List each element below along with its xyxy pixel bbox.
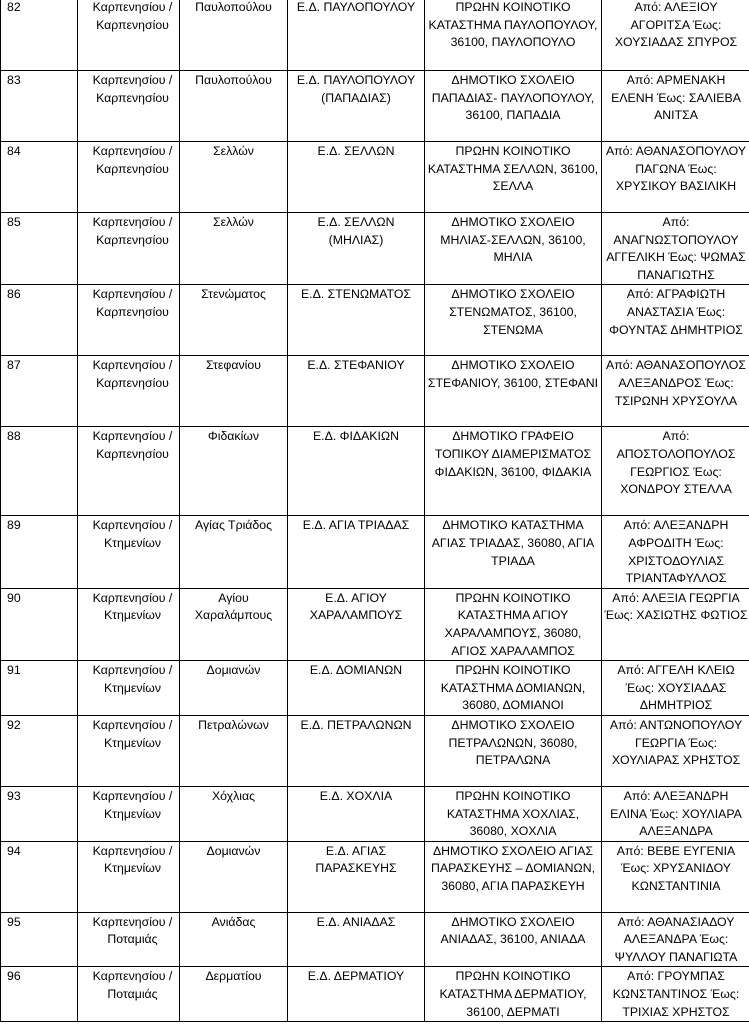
community-cell: Σελλών bbox=[180, 213, 288, 285]
voter-range-cell: Από: ΑΝΑΓΝΩΣΤΟΠΟΥΛΟΥ ΑΓΓΕΛΙΚΗ Έως: ΨΩΜΑΣ ΠΑΝΑΓΙΩΤΗΣ bbox=[602, 213, 749, 285]
voter-range-cell: Από: ΑΘΑΝΑΣΟΠΟΥΛΟΣ ΑΛΕΞΑΝΔΡΟΣ Έως: ΤΣΙΡΩΝΗ ΧΡΥΣΟΥΛΑ bbox=[602, 356, 749, 427]
voter-range-cell: Από: ΒΕΒΕ ΕΥΓΕΝΙΑ Έως: ΧΡΥΣΑΝΙΔΟΥ ΚΩΝΣΤΑΝΤΙΝΙΑ bbox=[602, 841, 749, 912]
district-cell: Καρπενησίου / Κτημενίων bbox=[78, 588, 180, 660]
location-cell: ΔΗΜΟΤΙΚΟ ΣΧΟΛΕΙΟ ΠΕΤΡΑΛΩΝΩΝ, 36080, ΠΕΤΡΑΛΩΝΑ bbox=[425, 715, 602, 786]
community-cell: Σελλών bbox=[180, 142, 288, 213]
table-row bbox=[1, 71, 749, 142]
location-cell: ΔΗΜΟΤΙΚΟ ΚΑΤΑΣΤΗΜΑ ΑΓΙΑΣ ΤΡΙΑΔΑΣ, 36080, ΑΓΙΑ ΤΡΙΑΔΑ bbox=[425, 516, 602, 588]
community-cell: Δομιανών bbox=[180, 661, 288, 716]
location-cell: ΠΡΩΗΝ ΚΟΙΝΟΤΙΚΟ ΚΑΤΑΣΤΗΜΑ ΑΓΙΟΥ ΧΑΡΑΛΑΜΠΟΥΣ, 36080, ΑΓΙΟΣ ΧΑΡΑΛΑΜΠΟΣ bbox=[425, 588, 602, 660]
unit-cell: Ε.Δ. ΣΤΕΝΩΜΑΤΟΣ bbox=[288, 285, 425, 356]
location-cell: ΠΡΩΗΝ ΚΟΙΝΟΤΙΚΟ ΚΑΤΑΣΤΗΜΑ ΠΑΥΛΟΠΟΥΛΟΥ, 36100, ΠΑΥΛΟΠΟΥΛΟ bbox=[425, 0, 602, 71]
voter-range-cell: Από: ΑΘΑΝΑΣΙΑΔΟΥ ΑΛΕΞΑΝΔΡΑ Έως: ΨΥΛΛΟΥ ΠΑΝΑΓΙΩΤΑ bbox=[602, 912, 749, 967]
voter-range-cell: Από: ΑΛΕΞΙΑ ΓΕΩΡΓΙΑ Έως: ΧΑΣΙΩΤΗΣ ΦΩΤΙΟΣ bbox=[602, 588, 749, 660]
location-cell: ΠΡΩΗΝ ΚΟΙΝΟΤΙΚΟ ΚΑΤΑΣΤΗΜΑ ΔΟΜΙΑΝΩΝ, 36080, ΔΟΜΙΑΝΟΙ bbox=[425, 661, 602, 716]
unit-cell: Ε.Δ. ΑΓΙΟΥ ΧΑΡΑΛΑΜΠΟΥΣ bbox=[288, 588, 425, 660]
community-cell: Δερματίου bbox=[180, 967, 288, 1022]
unit-cell: Ε.Δ. ΠΕΤΡΑΛΩΝΩΝ bbox=[288, 715, 425, 786]
voter-range-cell: Από: ΑΛΕΞΙΟΥ ΑΓΟΡΙΤΣΑ Έως: ΧΟΥΣΙΑΔΑΣ ΣΠΥΡΟΣ bbox=[602, 0, 749, 71]
unit-cell: Ε.Δ. ΧΟΧΛΙΑ bbox=[288, 786, 425, 841]
community-cell: Στενώματος bbox=[180, 285, 288, 356]
voter-range-cell: Από: ΑΛΕΞΑΝΔΡΗ ΕΛΙΝΑ Έως: ΧΟΥΛΙΑΡΑ ΑΛΕΞΑΝΔΡΑ bbox=[602, 786, 749, 841]
voter-range-cell: Από: ΓΡΟΥΜΠΑΣ ΚΩΝΣΤΑΝΤΙΝΟΣ Έως: ΤΡΙΧΙΑΣ ΧΡΗΣΤΟΣ bbox=[602, 967, 749, 1022]
community-cell: Ανιάδας bbox=[180, 912, 288, 967]
district-cell: Καρπενησίου / Καρπενησίου bbox=[78, 0, 180, 71]
table-row bbox=[1, 967, 749, 1022]
community-cell: Παυλοπούλου bbox=[180, 0, 288, 71]
community-cell: Φιδακίων bbox=[180, 427, 288, 516]
row-number: 91 bbox=[1, 661, 78, 716]
community-cell: Πετραλώνων bbox=[180, 715, 288, 786]
table-row bbox=[1, 142, 749, 213]
community-cell: Αγίου Χαραλάμπους bbox=[180, 588, 288, 660]
table-row bbox=[1, 841, 749, 912]
district-cell: Καρπενησίου / Καρπενησίου bbox=[78, 356, 180, 427]
district-cell: Καρπενησίου / Καρπενησίου bbox=[78, 71, 180, 142]
voter-range-cell: Από: ΑΡΜΕΝΑΚΗ ΕΛΕΝΗ Έως: ΣΑΛΙΕΒΑ ΑΝΙΤΣΑ bbox=[602, 71, 749, 142]
voter-range-cell: Από: ΑΘΑΝΑΣΟΠΟΥΛΟΥ ΠΑΓΩΝΑ Έως: ΧΡΥΣΙΚΟΥ ΒΑΣΙΛΙΚΗ bbox=[602, 142, 749, 213]
community-cell: Χόχλιας bbox=[180, 786, 288, 841]
table-row bbox=[1, 0, 749, 71]
district-cell: Καρπενησίου / Ποταμιάς bbox=[78, 912, 180, 967]
district-cell: Καρπενησίου / Κτημενίων bbox=[78, 715, 180, 786]
district-cell: Καρπενησίου / Κτημενίων bbox=[78, 786, 180, 841]
row-number: 88 bbox=[1, 427, 78, 516]
district-cell: Καρπενησίου / Καρπενησίου bbox=[78, 285, 180, 356]
table-body bbox=[1, 0, 749, 1022]
unit-cell: Ε.Δ. ΠΑΥΛΟΠΟΥΛΟΥ bbox=[288, 0, 425, 71]
district-cell: Καρπενησίου / Κτημενίων bbox=[78, 661, 180, 716]
location-cell: ΔΗΜΟΤΙΚΟ ΣΧΟΛΕΙΟ ΣΤΕΦΑΝΙΟΥ, 36100, ΣΤΕΦΑΝΙ bbox=[425, 356, 602, 427]
row-number: 90 bbox=[1, 588, 78, 660]
location-cell: ΔΗΜΟΤΙΚΟ ΣΧΟΛΕΙΟ ΑΓΙΑΣ ΠΑΡΑΣΚΕΥΗΣ – ΔΟΜΙΑΝΩΝ, 36080, ΑΓΙΑ ΠΑΡΑΣΚΕΥΗ bbox=[425, 841, 602, 912]
district-cell: Καρπενησίου / Καρπενησίου bbox=[78, 142, 180, 213]
district-cell: Καρπενησίου / Κτημενίων bbox=[78, 516, 180, 588]
voter-range-cell: Από: ΑΓΡΑΦΙΩΤΗ ΑΝΑΣΤΑΣΙΑ Έως: ΦΟΥΝΤΑΣ ΔΗΜΗΤΡΙΟΣ bbox=[602, 285, 749, 356]
location-cell: ΠΡΩΗΝ ΚΟΙΝΟΤΙΚΟ ΚΑΤΑΣΤΗΜΑ ΧΟΧΛΙΑΣ, 36080, ΧΟΧΛΙΑ bbox=[425, 786, 602, 841]
row-number: 93 bbox=[1, 786, 78, 841]
unit-cell: Ε.Δ. ΣΕΛΛΩΝ (ΜΗΛΙΑΣ) bbox=[288, 213, 425, 285]
table-row bbox=[1, 588, 749, 660]
location-cell: ΔΗΜΟΤΙΚΟ ΣΧΟΛΕΙΟ ΑΝΙΑΔΑΣ, 36100, ΑΝΙΑΔΑ bbox=[425, 912, 602, 967]
community-cell: Παυλοπούλου bbox=[180, 71, 288, 142]
table-row bbox=[1, 661, 749, 716]
row-number: 87 bbox=[1, 356, 78, 427]
community-cell: Στεφανίου bbox=[180, 356, 288, 427]
location-cell: ΔΗΜΟΤΙΚΟ ΓΡΑΦΕΙΟ ΤΟΠΙΚΟΥ ΔΙΑΜΕΡΙΣΜΑΤΟΣ ΦΙΔΑΚΙΩΝ, 36100, ΦΙΔΑΚΙΑ bbox=[425, 427, 602, 516]
location-cell: ΠΡΩΗΝ ΚΟΙΝΟΤΙΚΟ ΚΑΤΑΣΤΗΜΑ ΣΕΛΛΩΝ, 36100, ΣΕΛΛΑ bbox=[425, 142, 602, 213]
district-cell: Καρπενησίου / Κτημενίων bbox=[78, 841, 180, 912]
unit-cell: Ε.Δ. ΣΕΛΛΩΝ bbox=[288, 142, 425, 213]
row-number: 96 bbox=[1, 967, 78, 1022]
voter-range-cell: Από: ΑΝΤΩΝΟΠΟΥΛΟΥ ΓΕΩΡΓΙΑ Έως: ΧΟΥΛΙΑΡΑΣ ΧΡΗΣΤΟΣ bbox=[602, 715, 749, 786]
table-row bbox=[1, 715, 749, 786]
table-row bbox=[1, 516, 749, 588]
unit-cell: Ε.Δ. ΦΙΔΑΚΙΩΝ bbox=[288, 427, 425, 516]
row-number: 92 bbox=[1, 715, 78, 786]
location-cell: ΔΗΜΟΤΙΚΟ ΣΧΟΛΕΙΟ ΣΤΕΝΩΜΑΤΟΣ, 36100, ΣΤΕΝΩΜΑ bbox=[425, 285, 602, 356]
voter-range-cell: Από: ΑΓΓΕΛΗ ΚΛΕΙΩ Έως: ΧΟΥΣΙΑΔΑΣ ΔΗΜΗΤΡΙΟΣ bbox=[602, 661, 749, 716]
community-cell: Αγίας Τριάδος bbox=[180, 516, 288, 588]
table-row bbox=[1, 912, 749, 967]
district-cell: Καρπενησίου / Καρπενησίου bbox=[78, 427, 180, 516]
row-number: 82 bbox=[1, 0, 78, 71]
district-cell: Καρπενησίου / Καρπενησίου bbox=[78, 213, 180, 285]
unit-cell: Ε.Δ. ΠΑΥΛΟΠΟΥΛΟΥ (ΠΑΠΑΔΙΑΣ) bbox=[288, 71, 425, 142]
table-row bbox=[1, 427, 749, 516]
row-number: 85 bbox=[1, 213, 78, 285]
unit-cell: Ε.Δ. ΑΓΙΑΣ ΠΑΡΑΣΚΕΥΗΣ bbox=[288, 841, 425, 912]
unit-cell: Ε.Δ. ΔΟΜΙΑΝΩΝ bbox=[288, 661, 425, 716]
row-number: 89 bbox=[1, 516, 78, 588]
table-row bbox=[1, 786, 749, 841]
voter-range-cell: Από: ΑΠΟΣΤΟΛΟΠΟΥΛΟΣ ΓΕΩΡΓΙΟΣ Έως: ΧΟΝΔΡΟΥ ΣΤΕΛΛΑ bbox=[602, 427, 749, 516]
community-cell: Δομιανών bbox=[180, 841, 288, 912]
table-row bbox=[1, 285, 749, 356]
row-number: 94 bbox=[1, 841, 78, 912]
location-cell: ΔΗΜΟΤΙΚΟ ΣΧΟΛΕΙΟ ΠΑΠΑΔΙΑΣ- ΠΑΥΛΟΠΟΥΛΟΥ, 36100, ΠΑΠΑΔΙΑ bbox=[425, 71, 602, 142]
row-number: 95 bbox=[1, 912, 78, 967]
location-cell: ΠΡΩΗΝ ΚΟΙΝΟΤΙΚΟ ΚΑΤΑΣΤΗΜΑ ΔΕΡΜΑΤΙΟΥ, 36100, ΔΕΡΜΑΤΙ bbox=[425, 967, 602, 1022]
location-cell: ΔΗΜΟΤΙΚΟ ΣΧΟΛΕΙΟ ΜΗΛΙΑΣ-ΣΕΛΛΩΝ, 36100, ΜΗΛΙΑ bbox=[425, 213, 602, 285]
row-number: 84 bbox=[1, 142, 78, 213]
table-row bbox=[1, 356, 749, 427]
district-cell: Καρπενησίου / Ποταμιάς bbox=[78, 967, 180, 1022]
row-number: 86 bbox=[1, 285, 78, 356]
row-number: 83 bbox=[1, 71, 78, 142]
table-row bbox=[1, 213, 749, 285]
unit-cell: Ε.Δ. ΑΝΙΑΔΑΣ bbox=[288, 912, 425, 967]
unit-cell: Ε.Δ. ΔΕΡΜΑΤΙΟΥ bbox=[288, 967, 425, 1022]
unit-cell: Ε.Δ. ΣΤΕΦΑΝΙΟΥ bbox=[288, 356, 425, 427]
voter-range-cell: Από: ΑΛΕΞΑΝΔΡΗ ΑΦΡΟΔΙΤΗ Έως: ΧΡΙΣΤΟΔΟΥΛΙΑΣ ΤΡΙΑΝΤΑΦΥΛΛΟΣ bbox=[602, 516, 749, 588]
unit-cell: Ε.Δ. ΑΓΙΑ ΤΡΙΑΔΑΣ bbox=[288, 516, 425, 588]
